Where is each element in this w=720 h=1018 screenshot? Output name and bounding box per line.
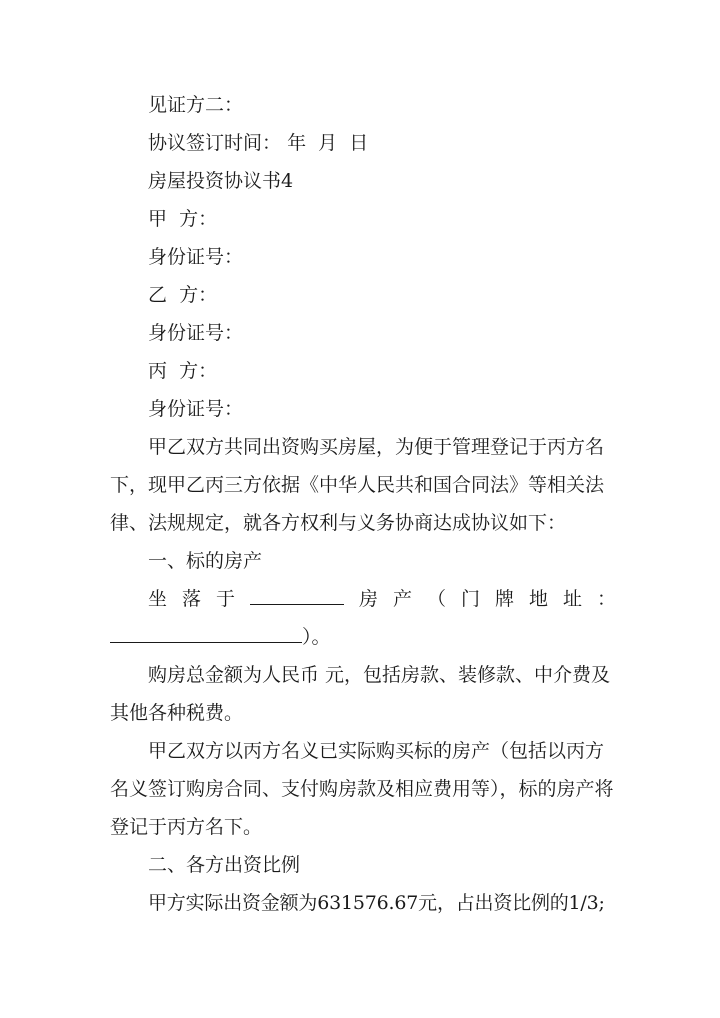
address-blank [110, 626, 302, 643]
loc-char-1: 坐 [148, 588, 168, 610]
party-a-id-label: 身份证号： [148, 246, 244, 268]
house-char-7: 址 [562, 588, 582, 610]
house-char-3: （ [426, 588, 446, 610]
house-char-5: 牌 [494, 588, 514, 610]
witness-two-line: 见证方二： [148, 94, 244, 116]
signing-time-line [148, 130, 620, 156]
purchase-paragraph: 甲乙双方以丙方名义已实际购买标的房产（包括以丙方名义签订购房合同、支付购房款及相应费用等），标的房产将登记于丙方名下。 [110, 740, 614, 838]
party-b-label: 乙 方： [148, 284, 218, 306]
party-b-id-label: 身份证号： [148, 322, 244, 344]
section-one-heading: 一、标的房产 [148, 550, 263, 572]
intro-paragraph: 甲乙双方共同出资购买房屋，为便于管理登记于丙方名下，现甲乙丙三方依据《中华人民共和国合同法》等相关法律、法规规定，就各方权利与义务协商达成协议如下： [110, 436, 605, 534]
signing-time-label: 协议签订时间： [148, 132, 282, 154]
house-char-2: 产 [392, 588, 412, 610]
loc-char-3: 于 [216, 588, 236, 610]
party-a-label: 甲 方： [148, 208, 218, 230]
party-a-contribution: 甲方实际出资金额为631576.67元，占出资比例的1/3; [148, 892, 605, 914]
location-line [148, 586, 616, 612]
house-char-6: 地 [528, 588, 548, 610]
party-c-label: 丙 方： [148, 360, 218, 382]
address-line-end: ）。 [302, 626, 331, 648]
loc-char-2: 落 [182, 588, 202, 610]
party-c-id-label: 身份证号： [148, 398, 244, 420]
address-line [110, 624, 620, 650]
house-char-8: ： [596, 588, 616, 610]
section-two-heading: 二、各方出资比例 [148, 854, 301, 876]
document-title: 房屋投资协议书4 [148, 170, 294, 192]
total-amount-paragraph: 购房总金额为人民币 元，包括房款、装修款、中介费及其他各种税费。 [110, 664, 611, 724]
location-blank [250, 588, 344, 605]
house-char-4: 门 [460, 588, 480, 610]
house-char-1: 房 [358, 588, 378, 610]
signing-time-fields: 年 月 日 [287, 132, 369, 154]
